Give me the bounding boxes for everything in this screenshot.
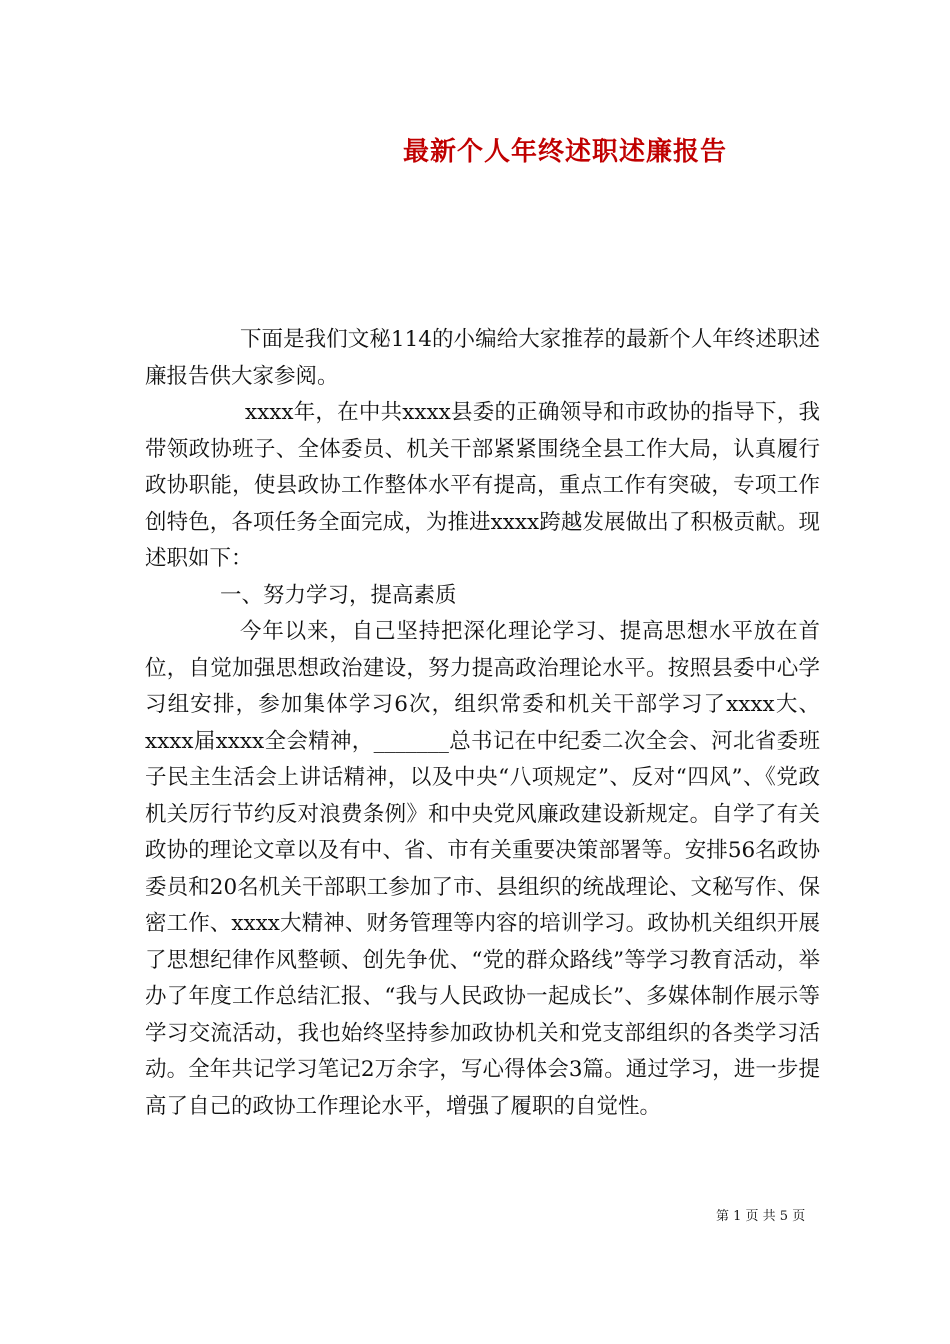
section-heading: 一、努力学习，提高素质	[220, 582, 457, 608]
page-number: 第 1 页 共 5 页	[716, 1209, 806, 1224]
document-body	[145, 322, 820, 1125]
document-title: 最新个人年终述职述廉报告	[402, 137, 727, 167]
section-paragraph: 今年以来，自己坚持把深化理论学习、提高思想水平放在首位，自觉加强思想政治建设，努力提高政治理论水平。按照县委中心学习组安排，参加集体学习6次，组织常委和机关干部学习了xxxx大、xxxx届xxxx全会精神，_______总书记在中纪委二次全会、河北省委班子民主生活会上讲话精神，以及中央“八项规定”、反对“四风”、《党政机关厉行节约反对浪费条例》和中央党风廉政建设新规定。自学了有关政协的理论文章以及有中、省、市有关重要决策部署等。安排56名政协委员和20名机关干部职工参加了市、县组织的统战理论、文秘写作、保密工作、xxxx大精神、财务管理等内容的培训学习。政协机关组织开展了思想纪律作风整顿、创先争优、“党的群众路线”等学习教育活动，举办了年度工作总结汇报、“我与人民政协一起成长”、多媒体制作展示等学习交流活动，我也始终坚持参加政协机关和党支部组织的各类学习活动。全年共记学习笔记2万余字，写心得体会3篇。通过学习，进一步提高了自己的政协工作理论水平，增强了履职的自觉性。	[145, 619, 820, 1119]
intro-paragraph: 下面是我们文秘114的小编给大家推荐的最新个人年终述职述廉报告供大家参阅。	[145, 327, 820, 389]
opening-paragraph: xxxx年，在中共xxxx县委的正确领导和市政协的指导下，我带领政协班子、全体委员、机关干部紧紧围绕全县工作大局，认真履行政协职能，使县政协工作整体水平有提高，重点工作有突破，专项工作创特色，各项任务全面完成，为推进xxxx跨越发展做出了积极贡献。现述职如下：	[145, 400, 820, 571]
